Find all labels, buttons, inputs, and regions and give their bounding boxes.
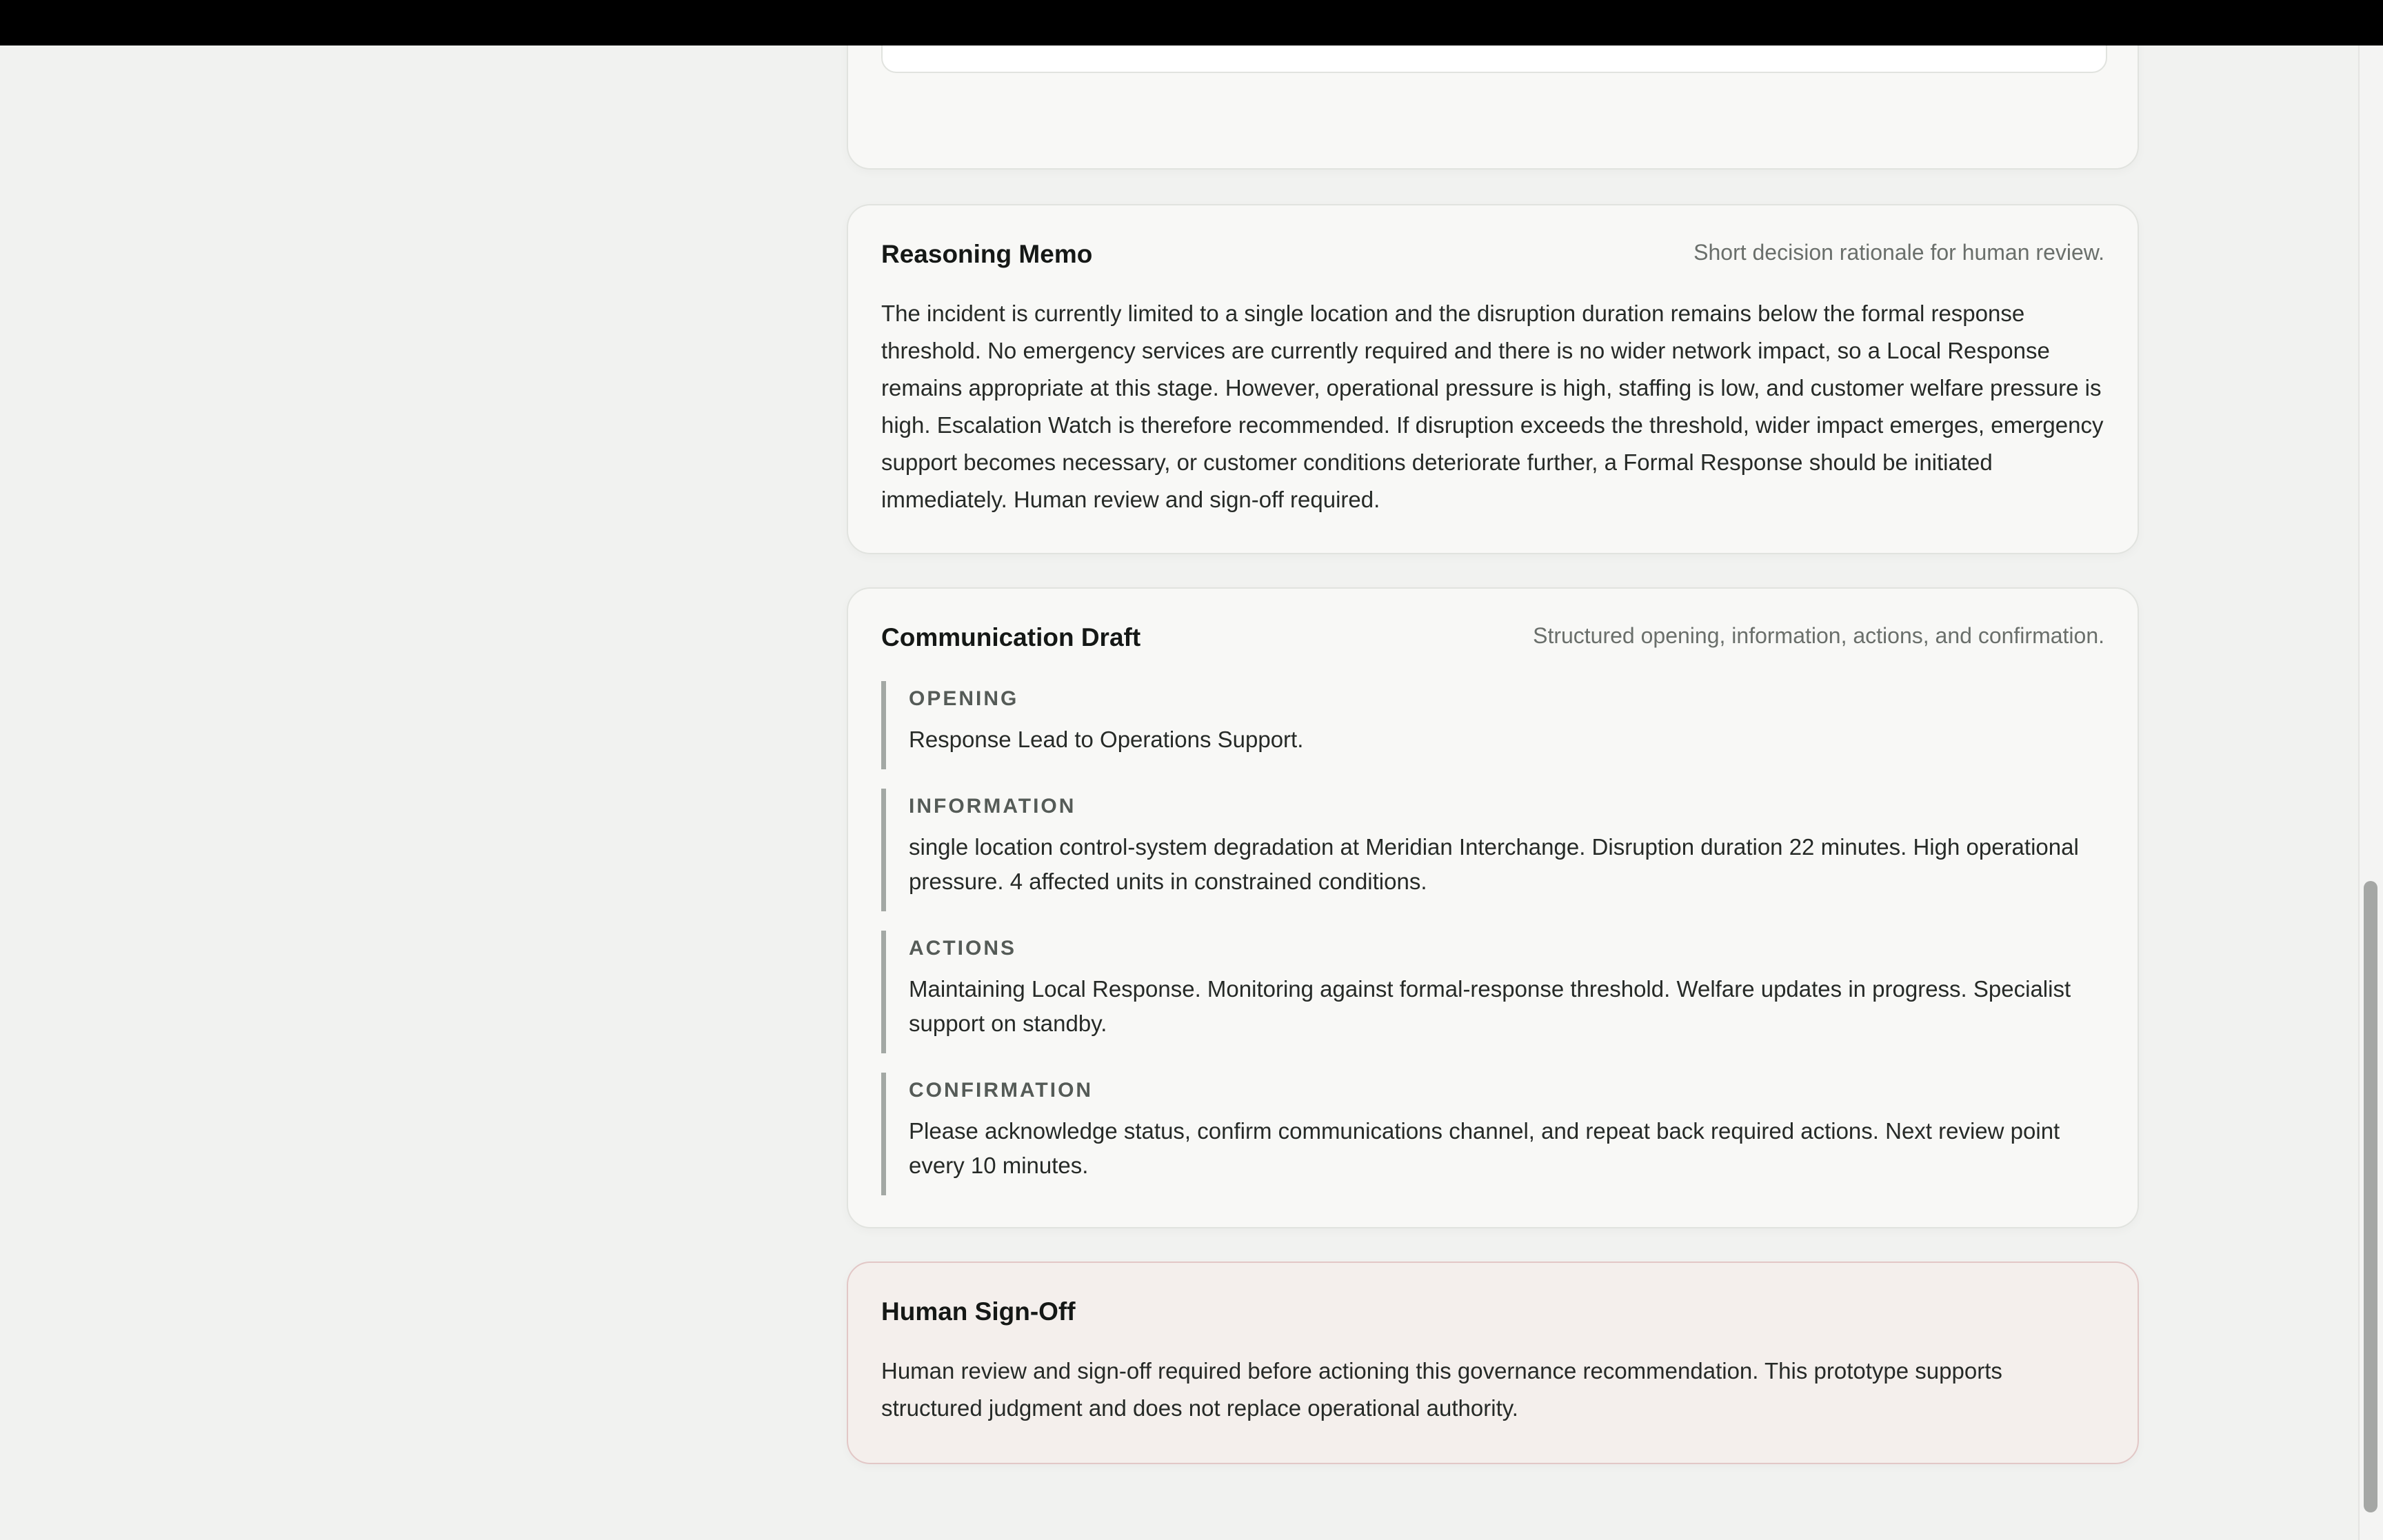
human-signoff-title: Human Sign-Off [881,1297,1076,1326]
section-text: Maintaining Local Response. Monitoring against formal-response threshold. Welfare updates in progress. Specialist support on standby. [909,976,2071,1036]
section-label: CONFIRMATION [909,1079,1094,1102]
section-label: INFORMATION [909,795,1076,818]
reasoning-memo-body: The incident is currently limited to a single location and the disruption duration remains below the formal response threshold. No emergency services are currently required and there is no wider network impact, so a Local Response remains appropriate at this stage. However, operational pressure is high, staffing is low, and customer welfare pressure is high. Escalation Watch is therefore recommended. If disruption exceeds the threshold, wider impact emerges, emergency support becomes necessary, or customer conditions deteriorate further, a Formal Response should be initiated immediately. Human review and sign-off required. [881,301,2104,512]
scrollbar-thumb[interactable] [2364,881,2377,1512]
human-signoff-card [847,1262,2139,1464]
draft-section-information [881,789,2107,911]
draft-section-confirmation [881,1073,2107,1195]
draft-section-actions [881,931,2107,1053]
communication-draft-title: Communication Draft [881,623,1141,651]
section-text: single location control-system degradation at Meridian Interchange. Disruption duration 22 minutes. High operational pressure. 4 affected units in constrained conditions. [909,834,2079,894]
communication-draft-subtitle: Structured opening, information, actions, and confirmation. [1533,623,2104,648]
draft-section-opening [881,681,2107,769]
section-label: OPENING [909,687,1019,710]
reasoning-memo-card [847,204,2139,554]
section-text: Please acknowledge status, confirm communications channel, and repeat back required actions. Next review point every 10 minutes. [909,1118,2060,1178]
reasoning-memo-title: Reasoning Memo [881,240,1093,268]
reasoning-memo-subtitle: Short decision rationale for human review. [1693,240,2104,265]
human-signoff-body: Human review and sign-off required before actioning this governance recommendation. This prototype supports structured judgment and does not replace operational authority. [881,1358,2002,1421]
section-label: ACTIONS [909,937,1016,960]
browser-top-bar [0,0,2383,45]
communication-draft-card [847,587,2139,1228]
section-text: Response Lead to Operations Support. [909,727,1304,752]
